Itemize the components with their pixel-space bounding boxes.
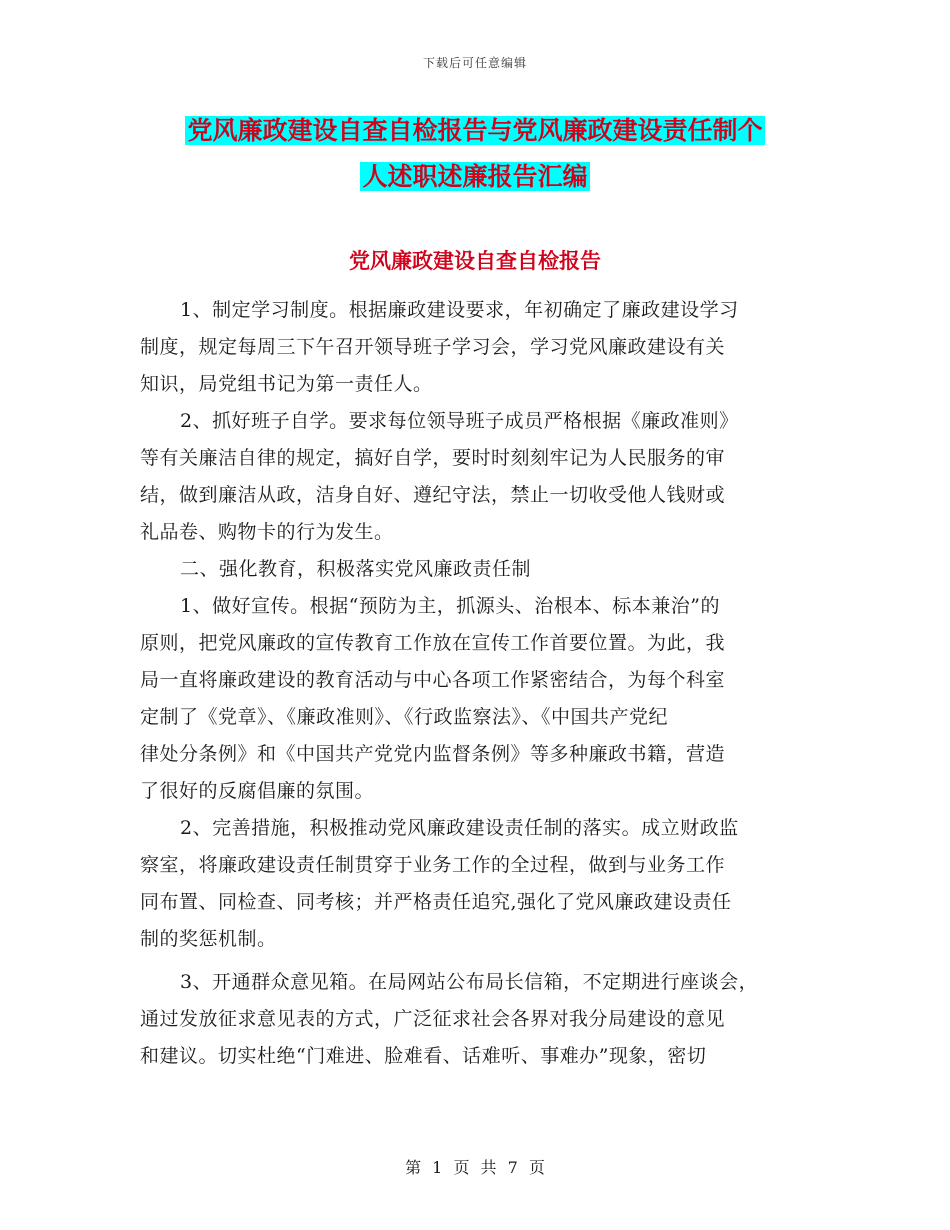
text-line: 察室，将廉政建设责任制贯穿于业务工作的全过程，做到与业务工作	[140, 854, 726, 876]
text-line: 礼品卷、购物卡的行为发生。	[140, 521, 394, 543]
document-title	[0, 108, 950, 200]
text-line: 2、完善措施，积极推动党风廉政建设责任制的落实。成立财政监	[180, 817, 739, 839]
text-line: 定制了《党章》、《廉政准则》、《行政监察法》、《中国共产党纪	[140, 706, 669, 728]
text-line: 3、开通群众意见箱。在局网站公布局长信箱，不定期进行座谈会，	[180, 971, 759, 993]
text-line: 二、强化教育，积极落实党风廉政责任制	[180, 558, 532, 580]
text-line: 制度，规定每周三下午召开领导班子学习会，学习党风廉政建设有关	[140, 336, 726, 358]
text-line: 1、做好宣传。根据“预防为主，抓源头、治根本、标本兼治”的	[180, 595, 721, 617]
header-note: 下载后可任意编辑	[422, 56, 527, 70]
section-title: 党风廉政建设自查自检报告	[349, 249, 601, 273]
text-line: 了很好的反腐倡廉的氛围。	[140, 780, 375, 802]
text-line: 同布置、同检查、同考核；并严格责任追究,强化了党风廉政建设责任	[140, 891, 732, 913]
text-line: 等有关廉洁自律的规定，搞好自学，要时时刻刻牢记为人民服务的审	[140, 447, 726, 469]
text-line: 原则，把党风廉政的宣传教育工作放在宣传工作首要位置。为此，我	[140, 632, 726, 654]
title-line-1: 党风廉政建设自查自检报告与党风廉政建设责任制个	[187, 116, 763, 145]
text-line: 结，做到廉洁从政，洁身自好、遵纪守法，禁止一切收受他人钱财或	[140, 484, 726, 506]
text-line: 律处分条例》和《中国共产党党内监督条例》等多种廉政书籍，营造	[140, 743, 726, 765]
text-line: 通过发放征求意见表的方式，广泛征求社会各界对我分局建设的意见	[140, 1008, 726, 1030]
title-line-2: 人述职述廉报告汇编	[362, 162, 588, 191]
text-line: 知识，局党组书记为第一责任人。	[140, 373, 433, 395]
text-line: 和建议。切实杜绝“门难进、脸难看、话难听、事难办”现象，密切	[140, 1045, 707, 1067]
body-text	[140, 292, 820, 1075]
page-footer: 第 1 页 共 7 页	[405, 1158, 545, 1177]
text-line: 2、抓好班子自学。要求每位领导班子成员严格根据《廉政准则》	[180, 410, 739, 432]
text-line: 1、制定学习制度。根据廉政建设要求，年初确定了廉政建设学习	[180, 299, 739, 321]
text-line: 制的奖惩机制。	[140, 928, 277, 950]
text-line: 局一直将廉政建设的教育活动与中心各项工作紧密结合，为每个科室	[140, 669, 726, 691]
